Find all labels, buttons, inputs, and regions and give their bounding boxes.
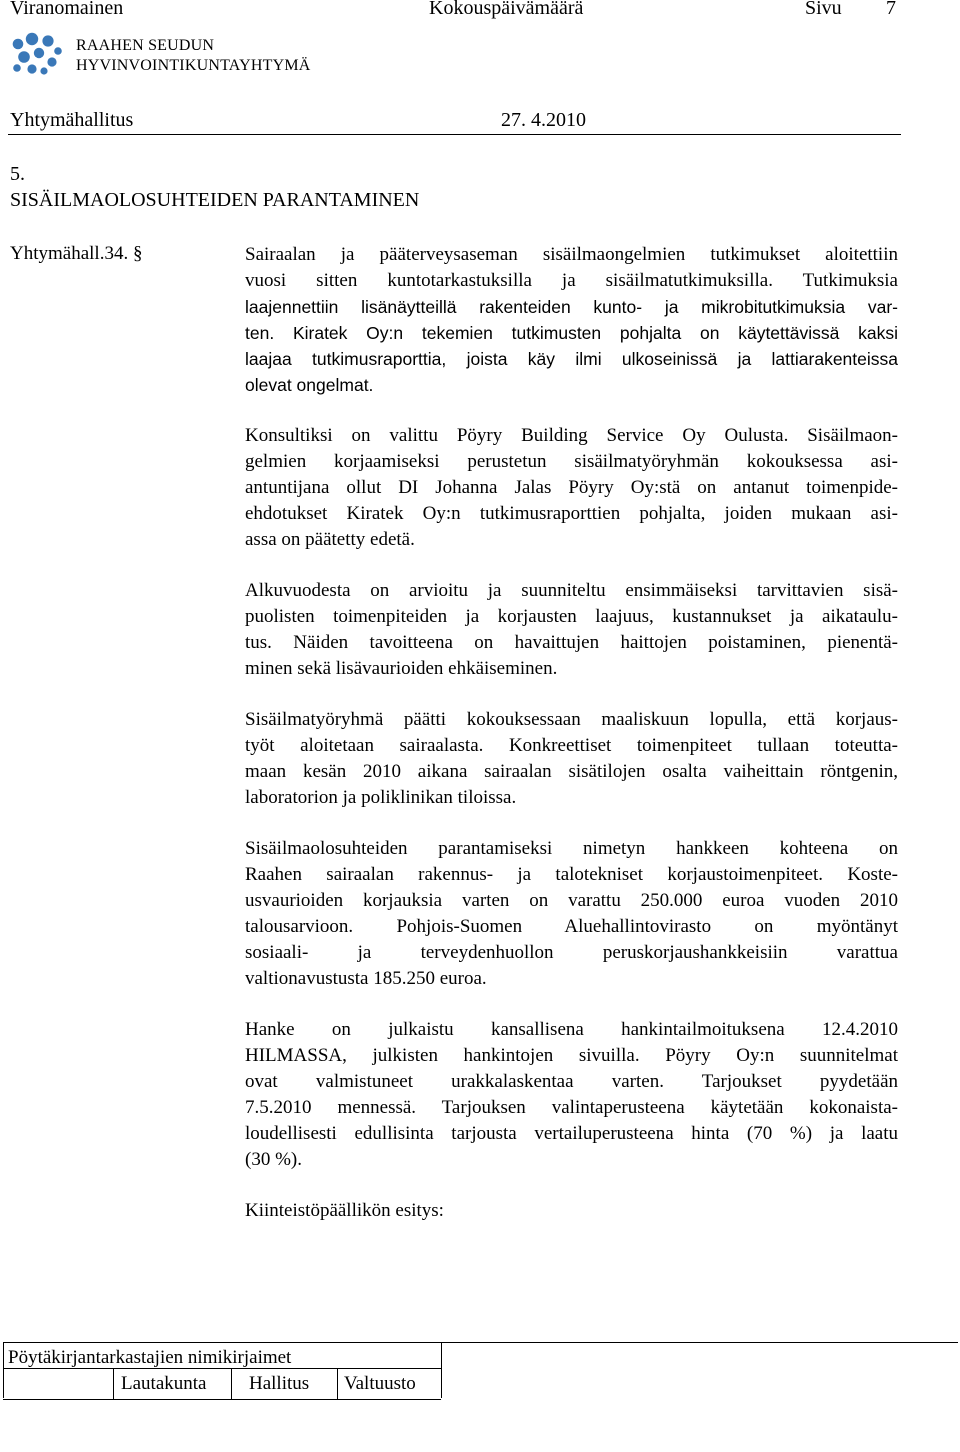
header-page-number: 7 [886, 0, 896, 19]
paragraph-procurement [245, 1017, 898, 1173]
paragraph-line: valtionavustusta 185.250 euroa. [245, 968, 487, 989]
header-authority-label: Viranomainen [10, 0, 124, 19]
paragraph-line: Hanke on julkaistu kansallisena hankintailmoituksena 12.4.2010 [245, 1019, 898, 1040]
paragraph-line: Sairaalan ja pääterveysaseman sisäilmaongelmien tutkimukset aloitettiin [245, 244, 898, 265]
section-reference: Yhtymähall.34. § [10, 243, 143, 264]
paragraph-line: ovat valmistuneet urakkalaskentaa varten. Tarjoukset pyydetään [245, 1071, 898, 1092]
paragraph-line: vuosi sitten kuntotarkastuksilla ja sisäilmatutkimuksilla. Tutkimuksia [245, 270, 898, 291]
paragraph-line: Kiinteistöpäällikön esitys: [245, 1200, 444, 1221]
paragraph-line: assa on päätetty edetä. [245, 529, 415, 550]
paragraph-line: antuntijana ollut DI Johanna Jalas Pöyry Oy:stä on antanut toimenpide- [245, 477, 898, 498]
paragraph-line: gelmien korjaamiseksi perustetun sisäilmatyöryhmän kokouksessa asi- [245, 451, 898, 472]
section-body [245, 242, 898, 1224]
paragraph-line: työt aloitetaan sairaalasta. Konkreettiset toimenpiteet tullaan toteutta- [245, 735, 898, 756]
paragraph-line: Raahen sairaalan rakennus- ja talotekniset korjaustoimenpiteet. Koste- [245, 864, 898, 885]
meeting-body: Yhtymähallitus [10, 109, 134, 131]
paragraph-line: (30 %). [245, 1149, 302, 1170]
paragraph-line: sosiaali- ja terveydenhuollon peruskorjaushankkeisiin varattua [245, 942, 898, 963]
footer-column-border [441, 1342, 442, 1398]
paragraph-line: puolisten toimenpiteiden ja korjausten laajuus, kustannukset ja aikataulu- [245, 606, 898, 627]
reviewer-cell-hallitus: Hallitus [231, 1369, 337, 1399]
section-number: 5. [10, 163, 25, 185]
paragraph-line: laajennettiin lisänäytteillä rakenteiden kunto- ja mikrobitutkimuksia var- [245, 297, 898, 317]
header-divider [8, 134, 901, 135]
meeting-date: 27. 4.2010 [501, 109, 586, 131]
paragraph-line: talousarvioon. Pohjois-Suomen Aluehallintovirasto on myöntänyt [245, 916, 898, 937]
paragraph-planning [245, 578, 898, 682]
paragraph-line: Alkuvuodesta on arvioitu ja suunniteltu ensimmäiseksi tarvittavien sisä- [245, 580, 898, 601]
reviewer-cell-valtuusto: Valtuusto [337, 1369, 441, 1399]
header-meeting-date-label: Kokouspäivämäärä [429, 0, 584, 19]
paragraph-line: ehdotukset Kiratek Oy:n tutkimusraporttien pohjalta, joiden mukaan asi- [245, 503, 898, 524]
paragraph-line: maan kesän 2010 aikana sairaalan sisätilojen osalta vaiheittain röntgenin, [245, 761, 898, 782]
organization-name-line1: RAAHEN SEUDUN [76, 37, 215, 54]
footer-top-rule [3, 1342, 958, 1343]
paragraph-line: Konsultiksi on valittu Pöyry Building Service Oy Oulusta. Sisäilmaon- [245, 425, 898, 446]
paragraph-line: HILMASSA, julkisten hankintojen sivuilla. Pöyry Oy:n suunnitelmat [245, 1045, 898, 1066]
reviewer-cell-blank [3, 1369, 113, 1399]
reviewer-cell-lautakunta: Lautakunta [113, 1369, 231, 1399]
reviewer-initials-table [3, 1342, 960, 1398]
paragraph-line: laajaa tutkimusraporttia, joista käy ilmi ulkoseinissä ja lattiarakenteissa [245, 349, 898, 369]
paragraph-line: Sisäilmaolosuhteiden parantamiseksi nimetyn hankkeen kohteena on [245, 838, 898, 859]
paragraph-line: olevat ongelmat. [245, 375, 374, 395]
reviewer-initials-row [3, 1368, 441, 1400]
paragraph-line: minen sekä lisävaurioiden ehkäiseminen. [245, 658, 558, 679]
paragraph-line: ten. Kiratek Oy:n tekemien tutkimusten pohjalta on käytettävissä kaksi [245, 323, 898, 343]
paragraph-line: tus. Näiden tavoitteena on havaittujen haittojen poistaminen, pienentä- [245, 632, 898, 653]
reviewer-initials-caption: Pöytäkirjantarkastajien nimikirjaimet [8, 1347, 292, 1368]
paragraph-line: 7.5.2010 mennessä. Tarjouksen valintaperusteena käytetään kokonaista- [245, 1097, 898, 1118]
section-title: SISÄILMAOLOSUHTEIDEN PARANTAMINEN [10, 189, 420, 211]
paragraph-proposal-heading [245, 1198, 898, 1224]
paragraph-line: laboratorion ja poliklinikan tiloissa. [245, 787, 517, 808]
paragraph-line: usvaurioiden korjauksia varten on varattu 250.000 euroa vuoden 2010 [245, 890, 898, 911]
paragraph-workgroup [245, 707, 898, 811]
organization-name-line2: HYVINVOINTIKUNTAYHTYMÄ [76, 57, 311, 74]
paragraph-line: Sisäilmatyöryhmä päätti kokouksessaan maaliskuun lopulla, että korjaus- [245, 709, 898, 730]
paragraph-funding [245, 836, 898, 992]
paragraph-consultant [245, 423, 898, 553]
header-page-label: Sivu [805, 0, 842, 19]
paragraph-line: loudellisesti edullisinta tarjousta vertailuperusteena hinta (70 %) ja laatu [245, 1123, 898, 1144]
paragraph-background [245, 242, 898, 398]
organization-logo [10, 31, 62, 77]
